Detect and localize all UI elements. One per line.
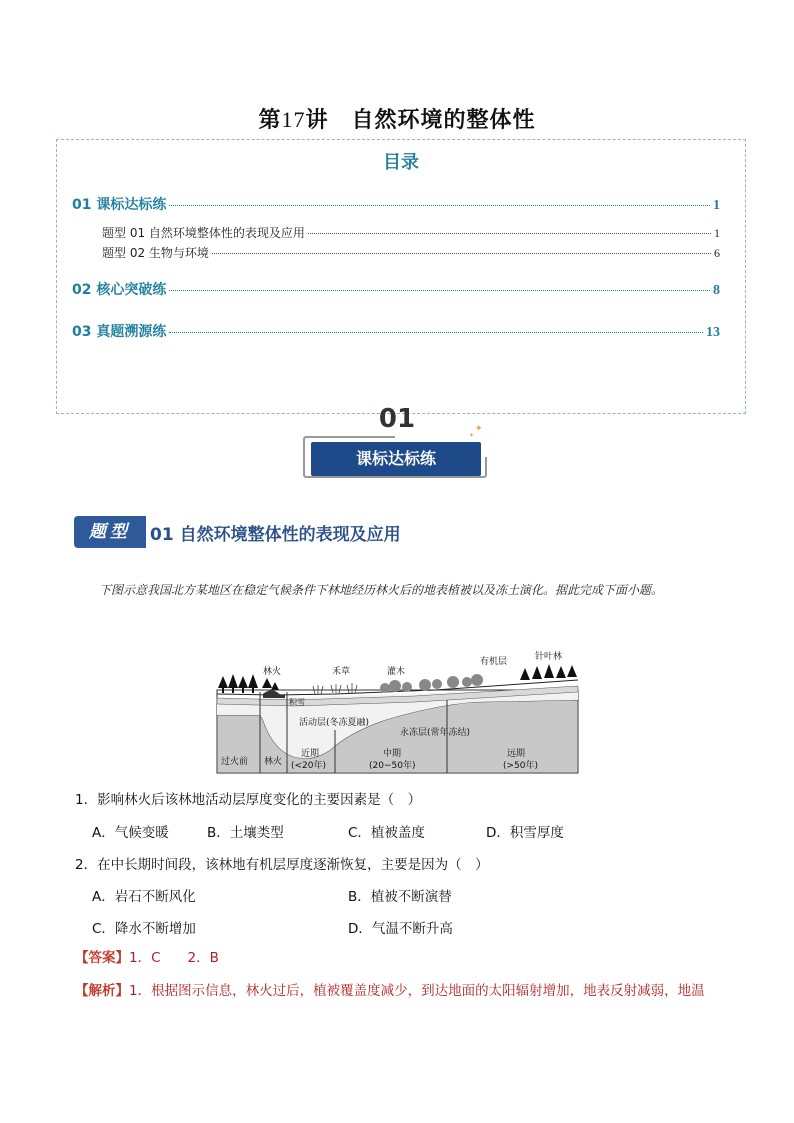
label-active: 活动层(冬冻夏融) (299, 718, 370, 728)
table-of-contents (56, 139, 746, 414)
label-fire: 林火 (263, 667, 282, 677)
label-grass: 禾草 (332, 667, 351, 677)
toc-heading: 目录 (383, 152, 419, 173)
toc-entry-zhen-ti[interactable]: 03 真题溯源练 13 (72, 324, 720, 340)
sparkle-icon: ✦ (469, 432, 475, 439)
label-organic: 有机层 (480, 657, 508, 667)
label-near-range: (<20年) (291, 761, 327, 771)
q2-option-a[interactable]: A．岩石不断风化 (92, 889, 196, 905)
sparkle-icon: ✦ (475, 424, 483, 434)
section-number: 01 (378, 404, 416, 434)
q1-option-b[interactable]: B．土壤类型 (207, 825, 284, 841)
section-banner (303, 424, 489, 480)
label-snow: 积雪 (289, 698, 305, 707)
label-far: 远期 (507, 749, 526, 759)
label-mid-range: (20−50年) (369, 761, 416, 771)
label-before: 过火前 (221, 757, 249, 767)
intro-paragraph: 下图示意我国北方某地区在稳定气候条件下林地经历林火后的地表植被以及冻土演化。据此完成下面小题。 (99, 583, 664, 597)
toc-entry-he-xin[interactable]: 02 核心突破练 8 (72, 282, 720, 298)
label-permafrost: 永冻层(常年冻结) (400, 728, 471, 738)
label-firestage: 林火 (264, 757, 283, 767)
page-title: 第17讲 自然环境的整体性 (258, 107, 536, 133)
toc-entry-type-02[interactable]: 题型 02 生物与环境 6 (102, 246, 720, 260)
q1-option-c[interactable]: C．植被盖度 (348, 825, 425, 841)
label-conifer: 针叶林 (535, 652, 563, 662)
q1-option-d[interactable]: D．积雪厚度 (486, 825, 564, 841)
toc-entry-ke-biao[interactable]: 01 课标达标练 1 (72, 197, 720, 213)
label-shrub: 灌木 (387, 667, 406, 677)
analysis-line: 【解析】1．根据图示信息，林火过后，植被覆盖度减少，到达地面的太阳辐射增加，地表反射减弱，地温 (75, 983, 705, 999)
answer-line: 【答案】1．C 2．B (75, 950, 219, 966)
label-far-range: (>50年) (503, 761, 539, 771)
type-badge: 题型 (74, 516, 146, 548)
label-near: 近期 (301, 749, 320, 759)
q1-option-a[interactable]: A．气候变暖 (92, 825, 169, 841)
question-1-stem: 1．影响林火后该林地活动层厚度变化的主要因素是（ ） (75, 792, 422, 808)
permafrost-diagram (215, 650, 580, 775)
label-mid: 中期 (383, 749, 402, 759)
question-2-stem: 2．在中长期时间段，该林地有机层厚度逐渐恢复，主要是因为（ ） (75, 857, 489, 873)
type-title: 01 自然环境整体性的表现及应用 (150, 525, 401, 545)
toc-entry-type-01[interactable]: 题型 01 自然环境整体性的表现及应用 1 (102, 226, 720, 240)
q2-option-d[interactable]: D．气温不断升高 (348, 921, 453, 937)
q2-option-b[interactable]: B．植被不断演替 (348, 889, 452, 905)
section-label: 课标达标练 (355, 449, 436, 468)
q2-option-c[interactable]: C．降水不断增加 (92, 921, 196, 937)
